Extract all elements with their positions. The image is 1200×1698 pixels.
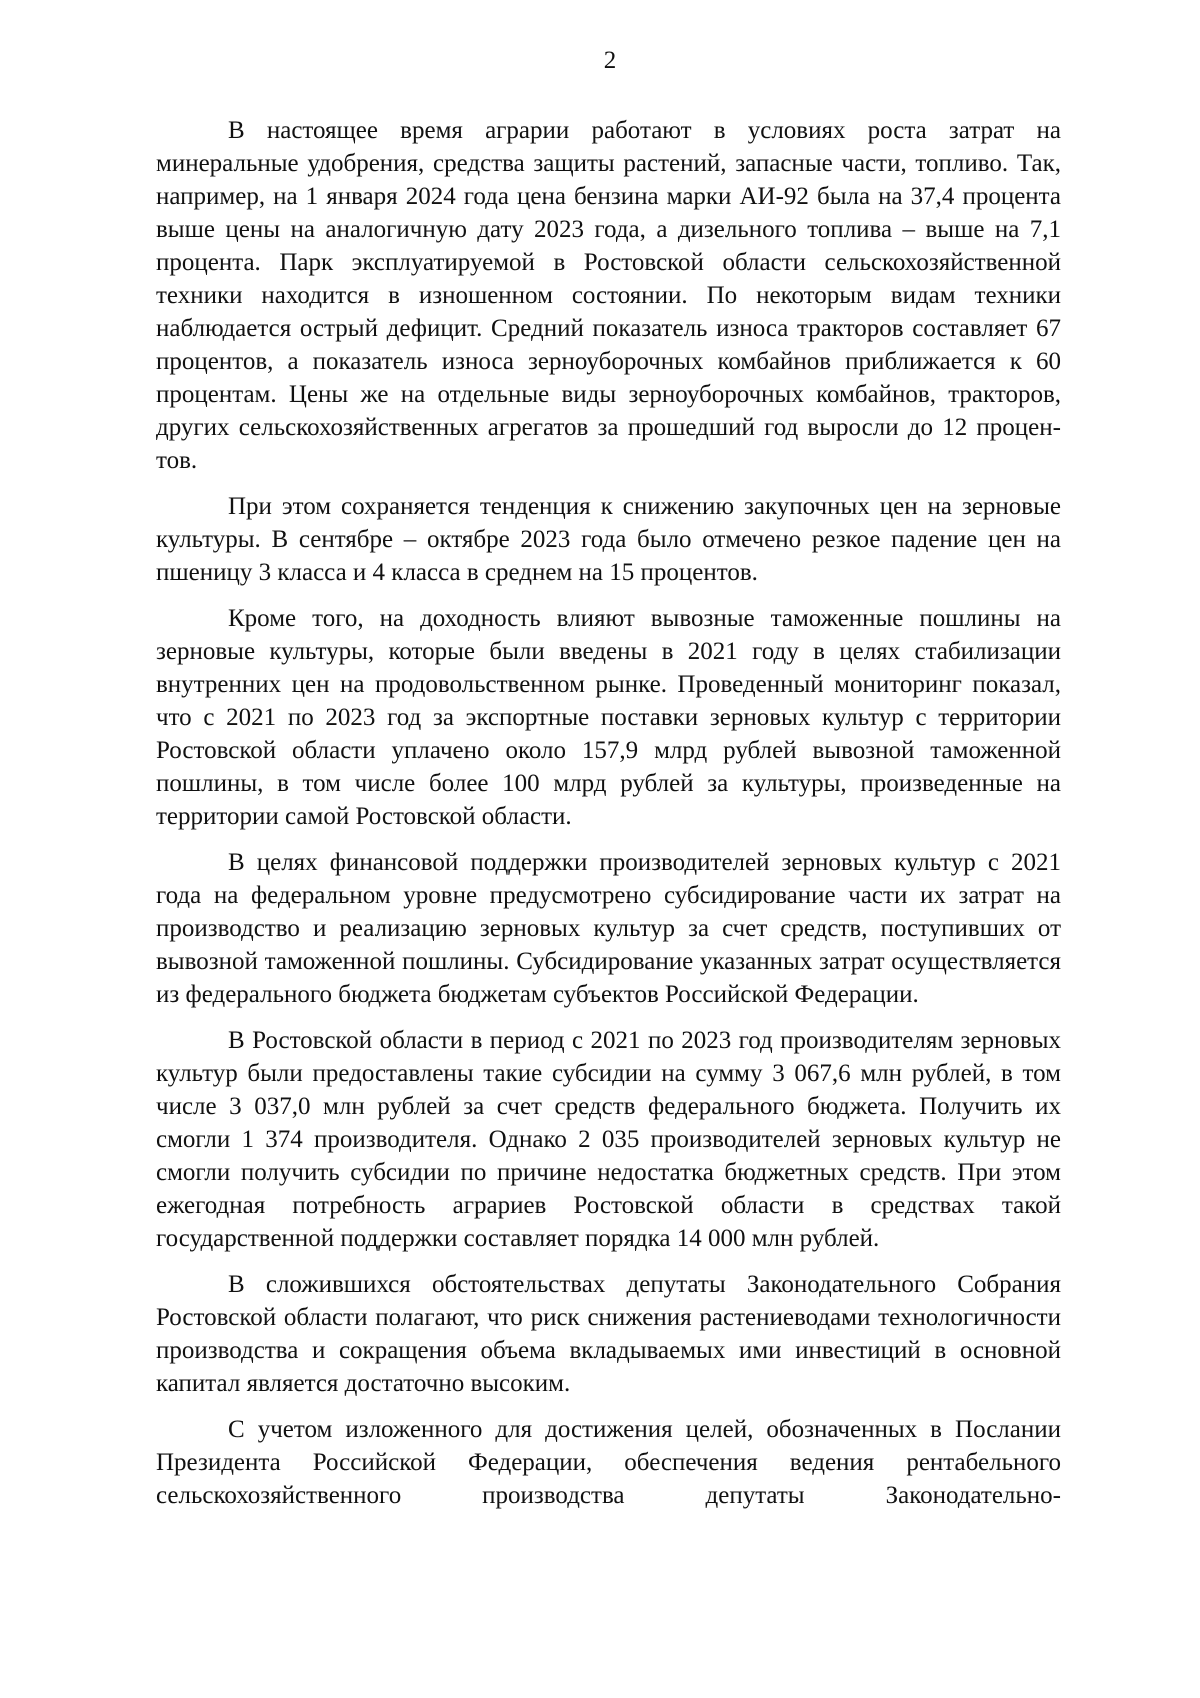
- paragraph-conclusion: С учетом изложенного для достижения целей, обозначенных в Послании Президента Российской Федерации, обеспечения ведения рентабельного сельскохозяйственного производства депутаты Законодательно-: [156, 1416, 1061, 1509]
- document-body: [156, 114, 1061, 1512]
- paragraph-federal-support: В целях финансовой поддержки производителей зерновых культур с 2021 года на федеральном уровне предусмотрено субсидирование части их затрат на производство и реализацию зерновых культур за счет средств, поступивших от вывозной таможенной пошлины. Субсидирование указанных затрат осуществляется из федерального бюджета бюджетам субъектов Российской Федерации.: [156, 849, 1061, 1008]
- paragraph-costs: В настоящее время аграрии работают в условиях роста затрат на минеральные удобрения, средства защиты растений, запасные части, топливо. Так, например, на 1 января 2024 года цена бензина марки АИ-92 была на 37,4 процента выше цены на аналогичную дату 2023 года, а дизельного топлива – выше на 7,1 процента. Парк эксплуатируемой в Ростовской области сельскохозяйственной техники находится в изношенном состоянии. По некоторым видам техники наблюдается острый дефицит. Средний показатель износа тракторов составляет 67 процентов, а показатель износа зерноуборочных комбайнов приближается к 60 процентам. Цены же на отдельные виды зерноуборочных комбайнов, тракторов, других сельскохозяйственных агрегатов за прошедший год выросли до 12 процентов.: [156, 117, 1061, 474]
- paragraph-deputies-opinion: В сложившихся обстоятельствах депутаты Законодательного Собрания Ростовской области полагают, что риск снижения растениеводами технологичности производства и сокращения объема вкладываемых ими инвестиций в основной капитал является достаточно высоким.: [156, 1271, 1061, 1397]
- paragraph-regional-subsidies: В Ростовской области в период с 2021 по 2023 год производителям зерновых культур были предоставлены такие субсидии на сумму 3 067,6 млн рублей, в том числе 3 037,0 млн рублей за счет средств федерального бюджета. Получить их смогли 1 374 производителя. Однако 2 035 производителей зерновых культур не смогли получить субсидии по причине недостатка бюджетных средств. При этом ежегодная потребность аграриев Ростовской области в средствах такой государственной поддержки составляет порядка 14 000 млн рублей.: [156, 1027, 1061, 1252]
- paragraph-export-duties: Кроме того, на доходность влияют вывозные таможенные пошлины на зерновые культуры, которые были введены в 2021 году в целях стабилизации внутренних цен на продовольственном рынке. Проведенный мониторинг показал, что с 2021 по 2023 год за экспортные поставки зерновых культур с территории Ростовской области уплачено около 157,9 млрд рублей вывозной таможенной пошлины, в том числе более 100 млрд рублей за культуры, произведенные на территории самой Ростовской области.: [156, 605, 1061, 830]
- paragraph-grain-prices: При этом сохраняется тенденция к снижению закупочных цен на зерновые культуры. В сентябре – октябре 2023 года было отмечено резкое падение цен на пшеницу 3 класса и 4 класса в среднем на 15 процентов.: [156, 493, 1061, 586]
- page-number: 2: [603, 47, 617, 74]
